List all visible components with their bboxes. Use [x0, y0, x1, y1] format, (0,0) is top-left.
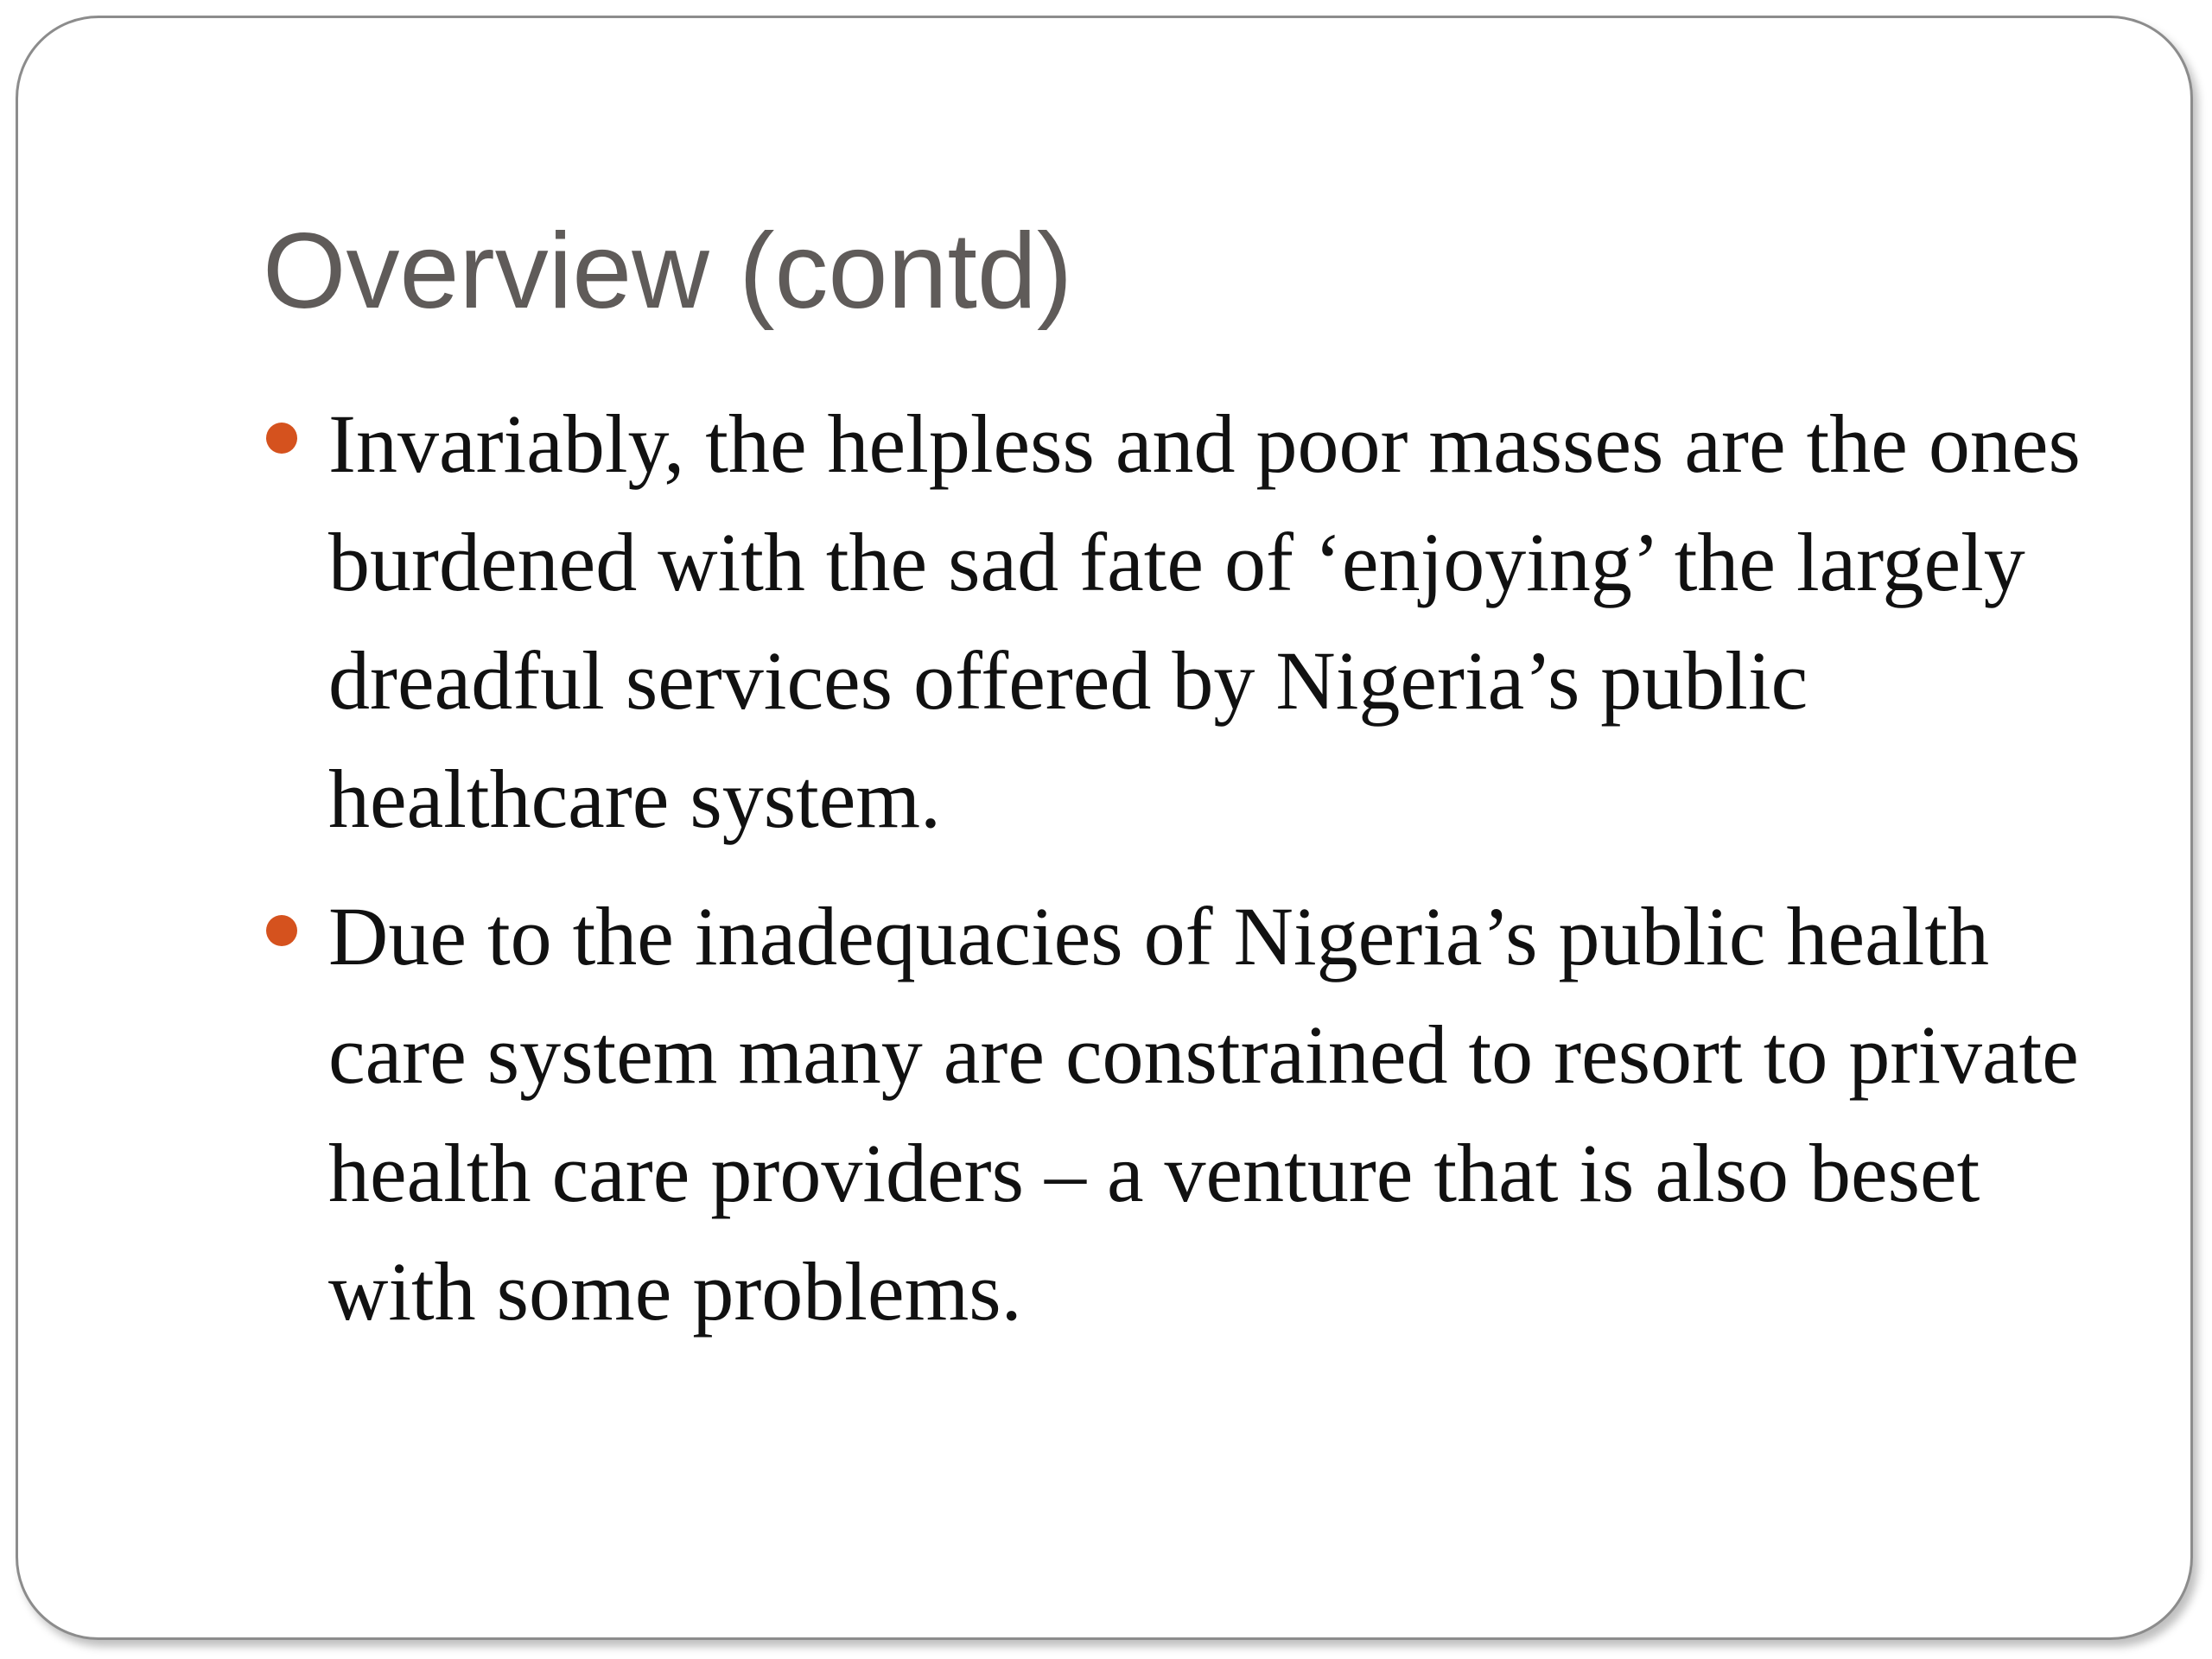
bullet-item [263, 877, 2112, 1351]
bullet-text: Due to the inadequacies of Nigeria’s public health care system many are constrained to resort to private health care providers – a venture that is also beset with some problems. [328, 890, 2079, 1338]
slide [16, 16, 2193, 1640]
slide-title: Overview (contd) [263, 212, 1073, 331]
bullet-dot-icon [266, 915, 297, 946]
bullet-item [263, 385, 2112, 858]
bullet-list [263, 385, 2112, 1370]
bullet-text: Invariably, the helpless and poor masses are the ones burdened with the sad fate of ‘enjoying’ the largely dreadful services offered by Nigeria’s public healthcare system. [328, 397, 2081, 845]
bullet-dot-icon [266, 423, 297, 454]
